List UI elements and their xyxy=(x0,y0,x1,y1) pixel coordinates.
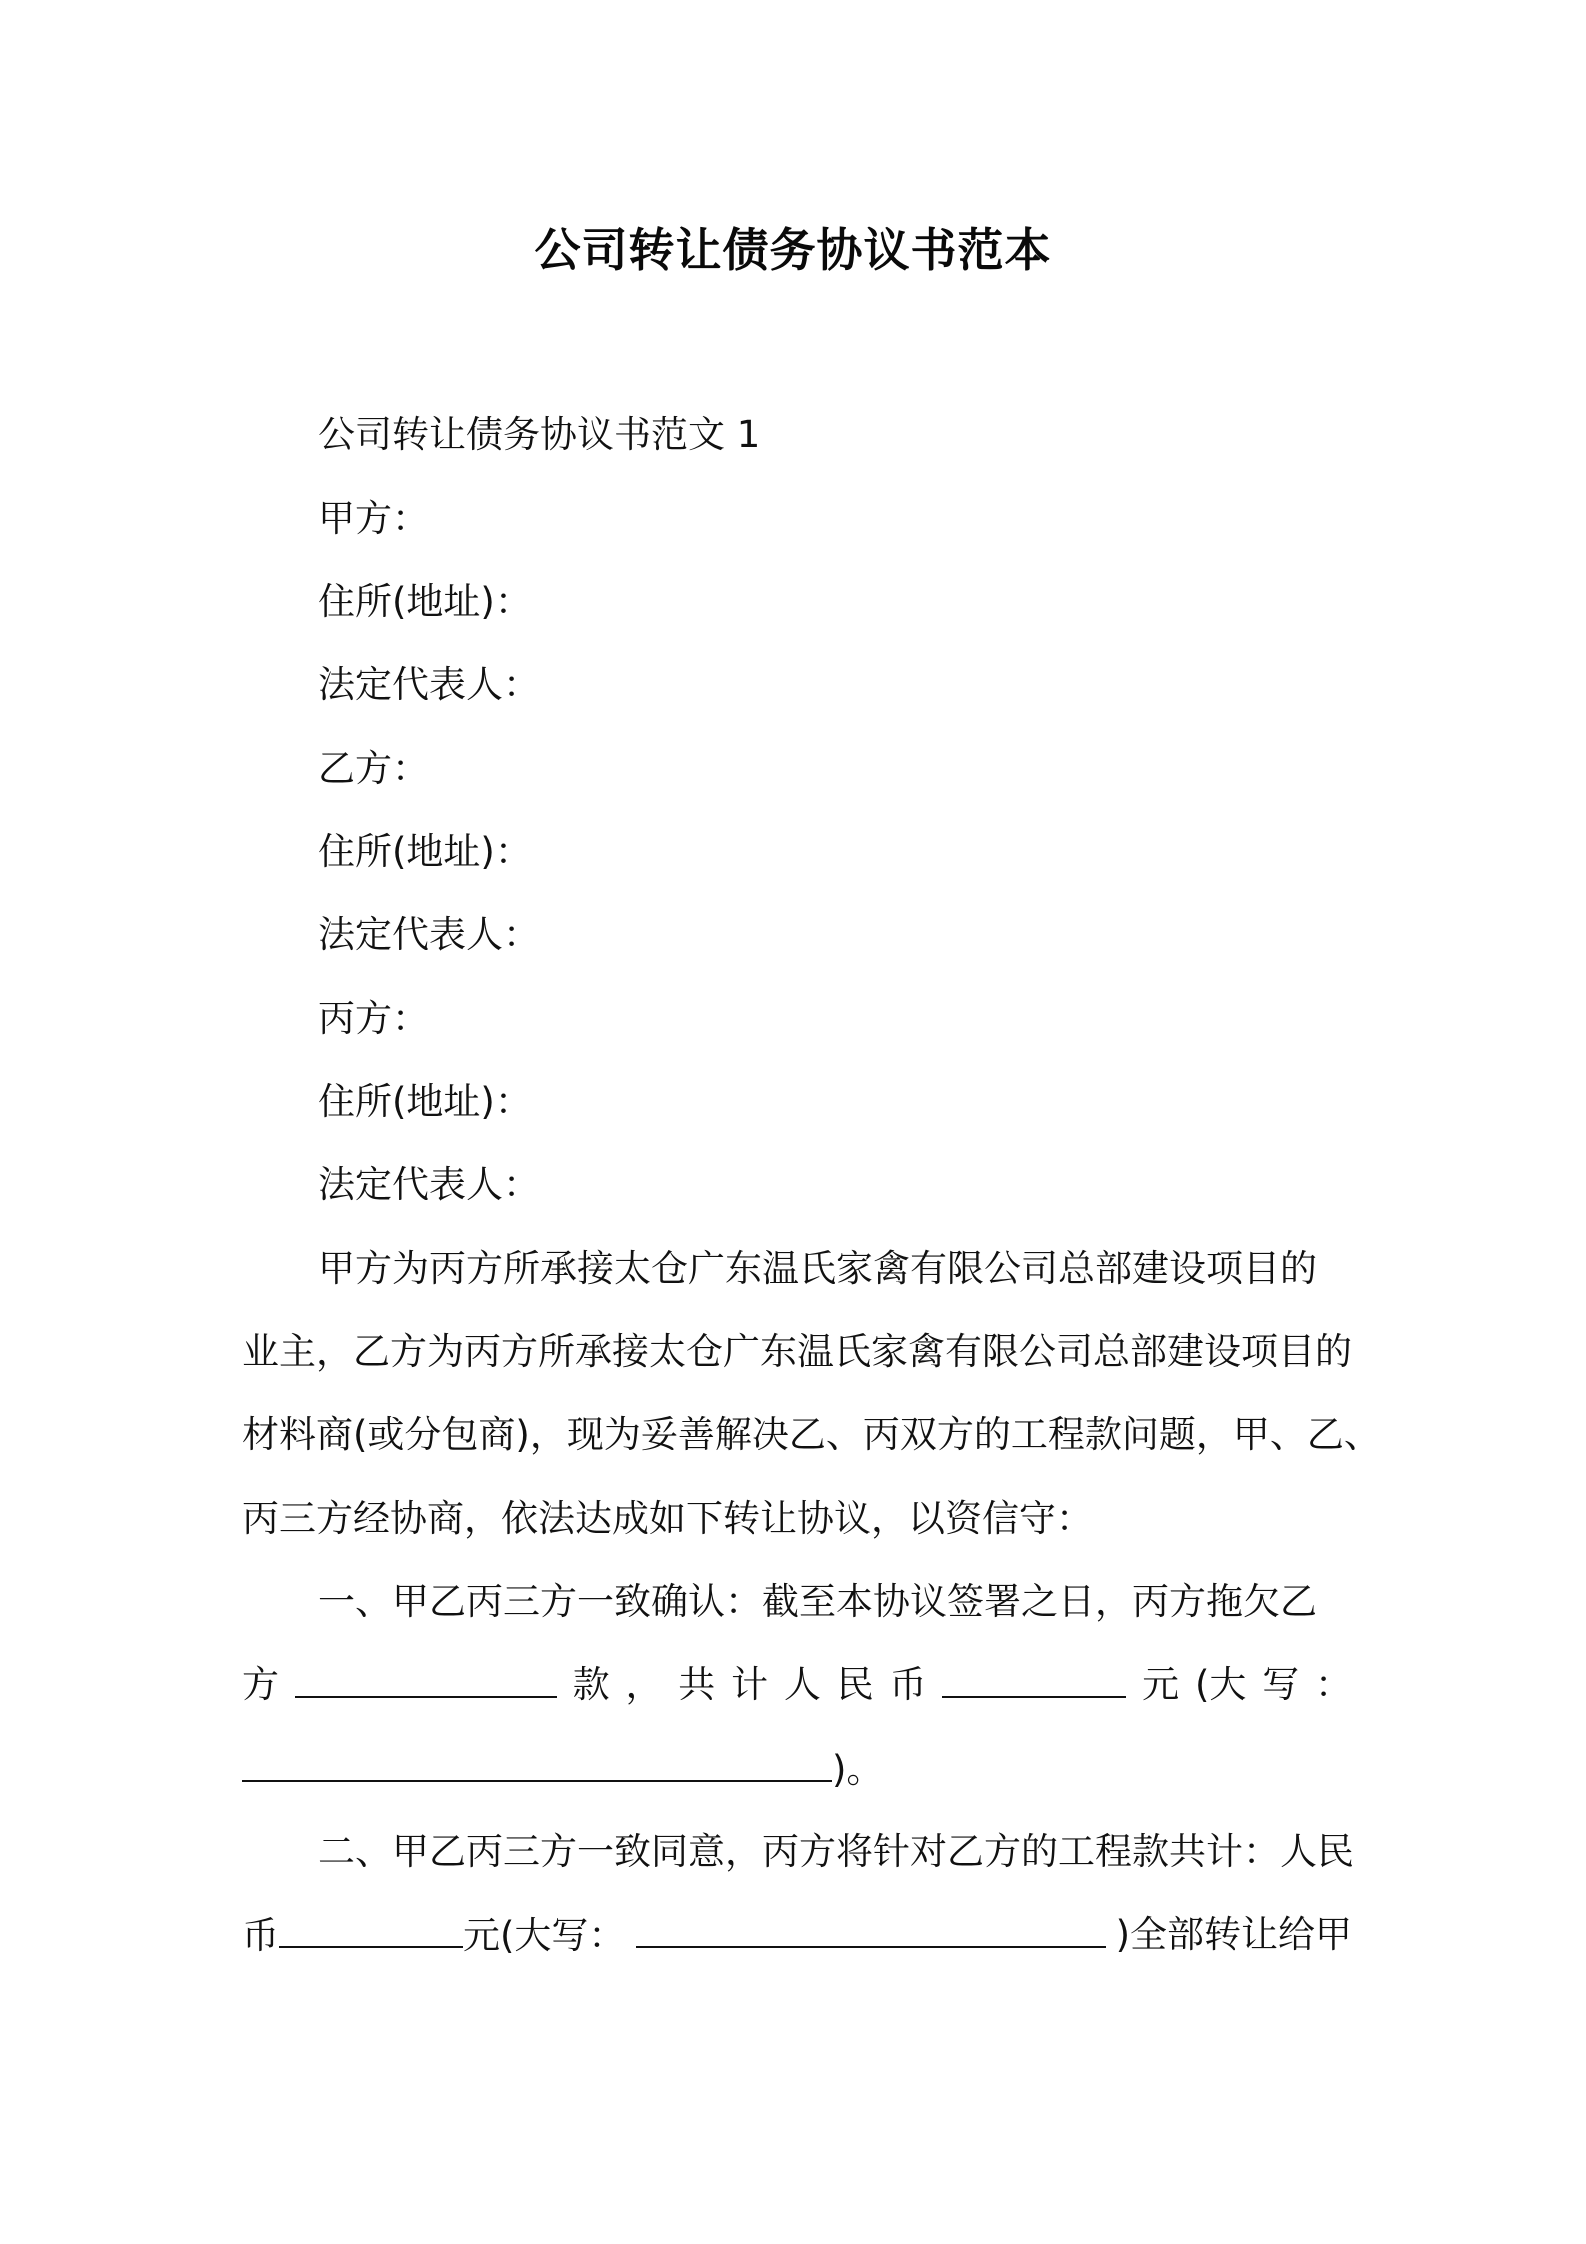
transfer-amount-words-blank xyxy=(636,1910,1106,1948)
clause2-segment: 币 元(大写： xyxy=(242,1910,625,1961)
party-a-address-label: 住所(地址)： xyxy=(318,580,532,623)
clause1-word: 方 xyxy=(242,1663,279,1706)
party-a-rep-label: 法定代表人： xyxy=(318,663,540,706)
clause1-line-3-end: )。 xyxy=(832,1748,884,1791)
document-title: 公司转让债务协议书范本 xyxy=(534,223,1052,277)
clause1-line-2 xyxy=(242,1660,1352,1710)
clause1-word: ： xyxy=(1315,1663,1352,1706)
party-b-label: 乙方： xyxy=(318,747,429,790)
party-c-label: 丙方： xyxy=(318,997,429,1040)
clause1-word: ， xyxy=(625,1663,663,1706)
clause1-word: 民 xyxy=(836,1663,874,1706)
party-b-address-label: 住所(地址)： xyxy=(318,830,532,873)
intro-line-2: 业主，乙方为丙方所承接太仓广东温氏家禽有限公司总部建设项目的 xyxy=(242,1330,1352,1373)
clause2-segment-end: )全部转让给甲 xyxy=(1115,1913,1352,1956)
transfer-amount-blank xyxy=(279,1910,463,1948)
clause1-word: (大 xyxy=(1194,1663,1247,1706)
clause1-word: 款 xyxy=(572,1663,610,1706)
clause2-line-2 xyxy=(242,1910,1352,1961)
party-b-rep-label: 法定代表人： xyxy=(318,913,540,956)
clause1-word: 写 xyxy=(1262,1663,1300,1706)
document-subtitle: 公司转让债务协议书范文 1 xyxy=(318,413,761,456)
party-c-rep-label: 法定代表人： xyxy=(318,1163,540,1206)
intro-line-1: 甲方为丙方所承接太仓广东温氏家禽有限公司总部建设项目的 xyxy=(318,1247,1317,1290)
clause1-line-1: 一、甲乙丙三方一致确认：截至本协议签署之日，丙方拖欠乙 xyxy=(318,1580,1317,1623)
clause1-word: 共 xyxy=(678,1663,716,1706)
debt-description-blank xyxy=(295,1660,557,1698)
intro-line-4: 丙三方经协商，依法达成如下转让协议，以资信守： xyxy=(242,1497,1093,1540)
clause1-line-3 xyxy=(242,1744,883,1795)
clause1-word: 人 xyxy=(783,1663,821,1706)
clause1-word: 元 xyxy=(1142,1663,1180,1706)
clause2-line-1: 二、甲乙丙三方一致同意，丙方将针对乙方的工程款共计：人民 xyxy=(318,1830,1354,1873)
clause1-word: 计 xyxy=(731,1663,769,1706)
amount-in-words-blank xyxy=(242,1744,832,1782)
intro-line-3: 材料商(或分包商)，现为妥善解决乙、丙双方的工程款问题，甲、乙、 xyxy=(242,1413,1381,1456)
amount-blank xyxy=(942,1660,1126,1698)
party-a-label: 甲方： xyxy=(318,497,429,540)
clause1-word: 币 xyxy=(889,1663,927,1706)
party-c-address-label: 住所(地址)： xyxy=(318,1080,532,1123)
